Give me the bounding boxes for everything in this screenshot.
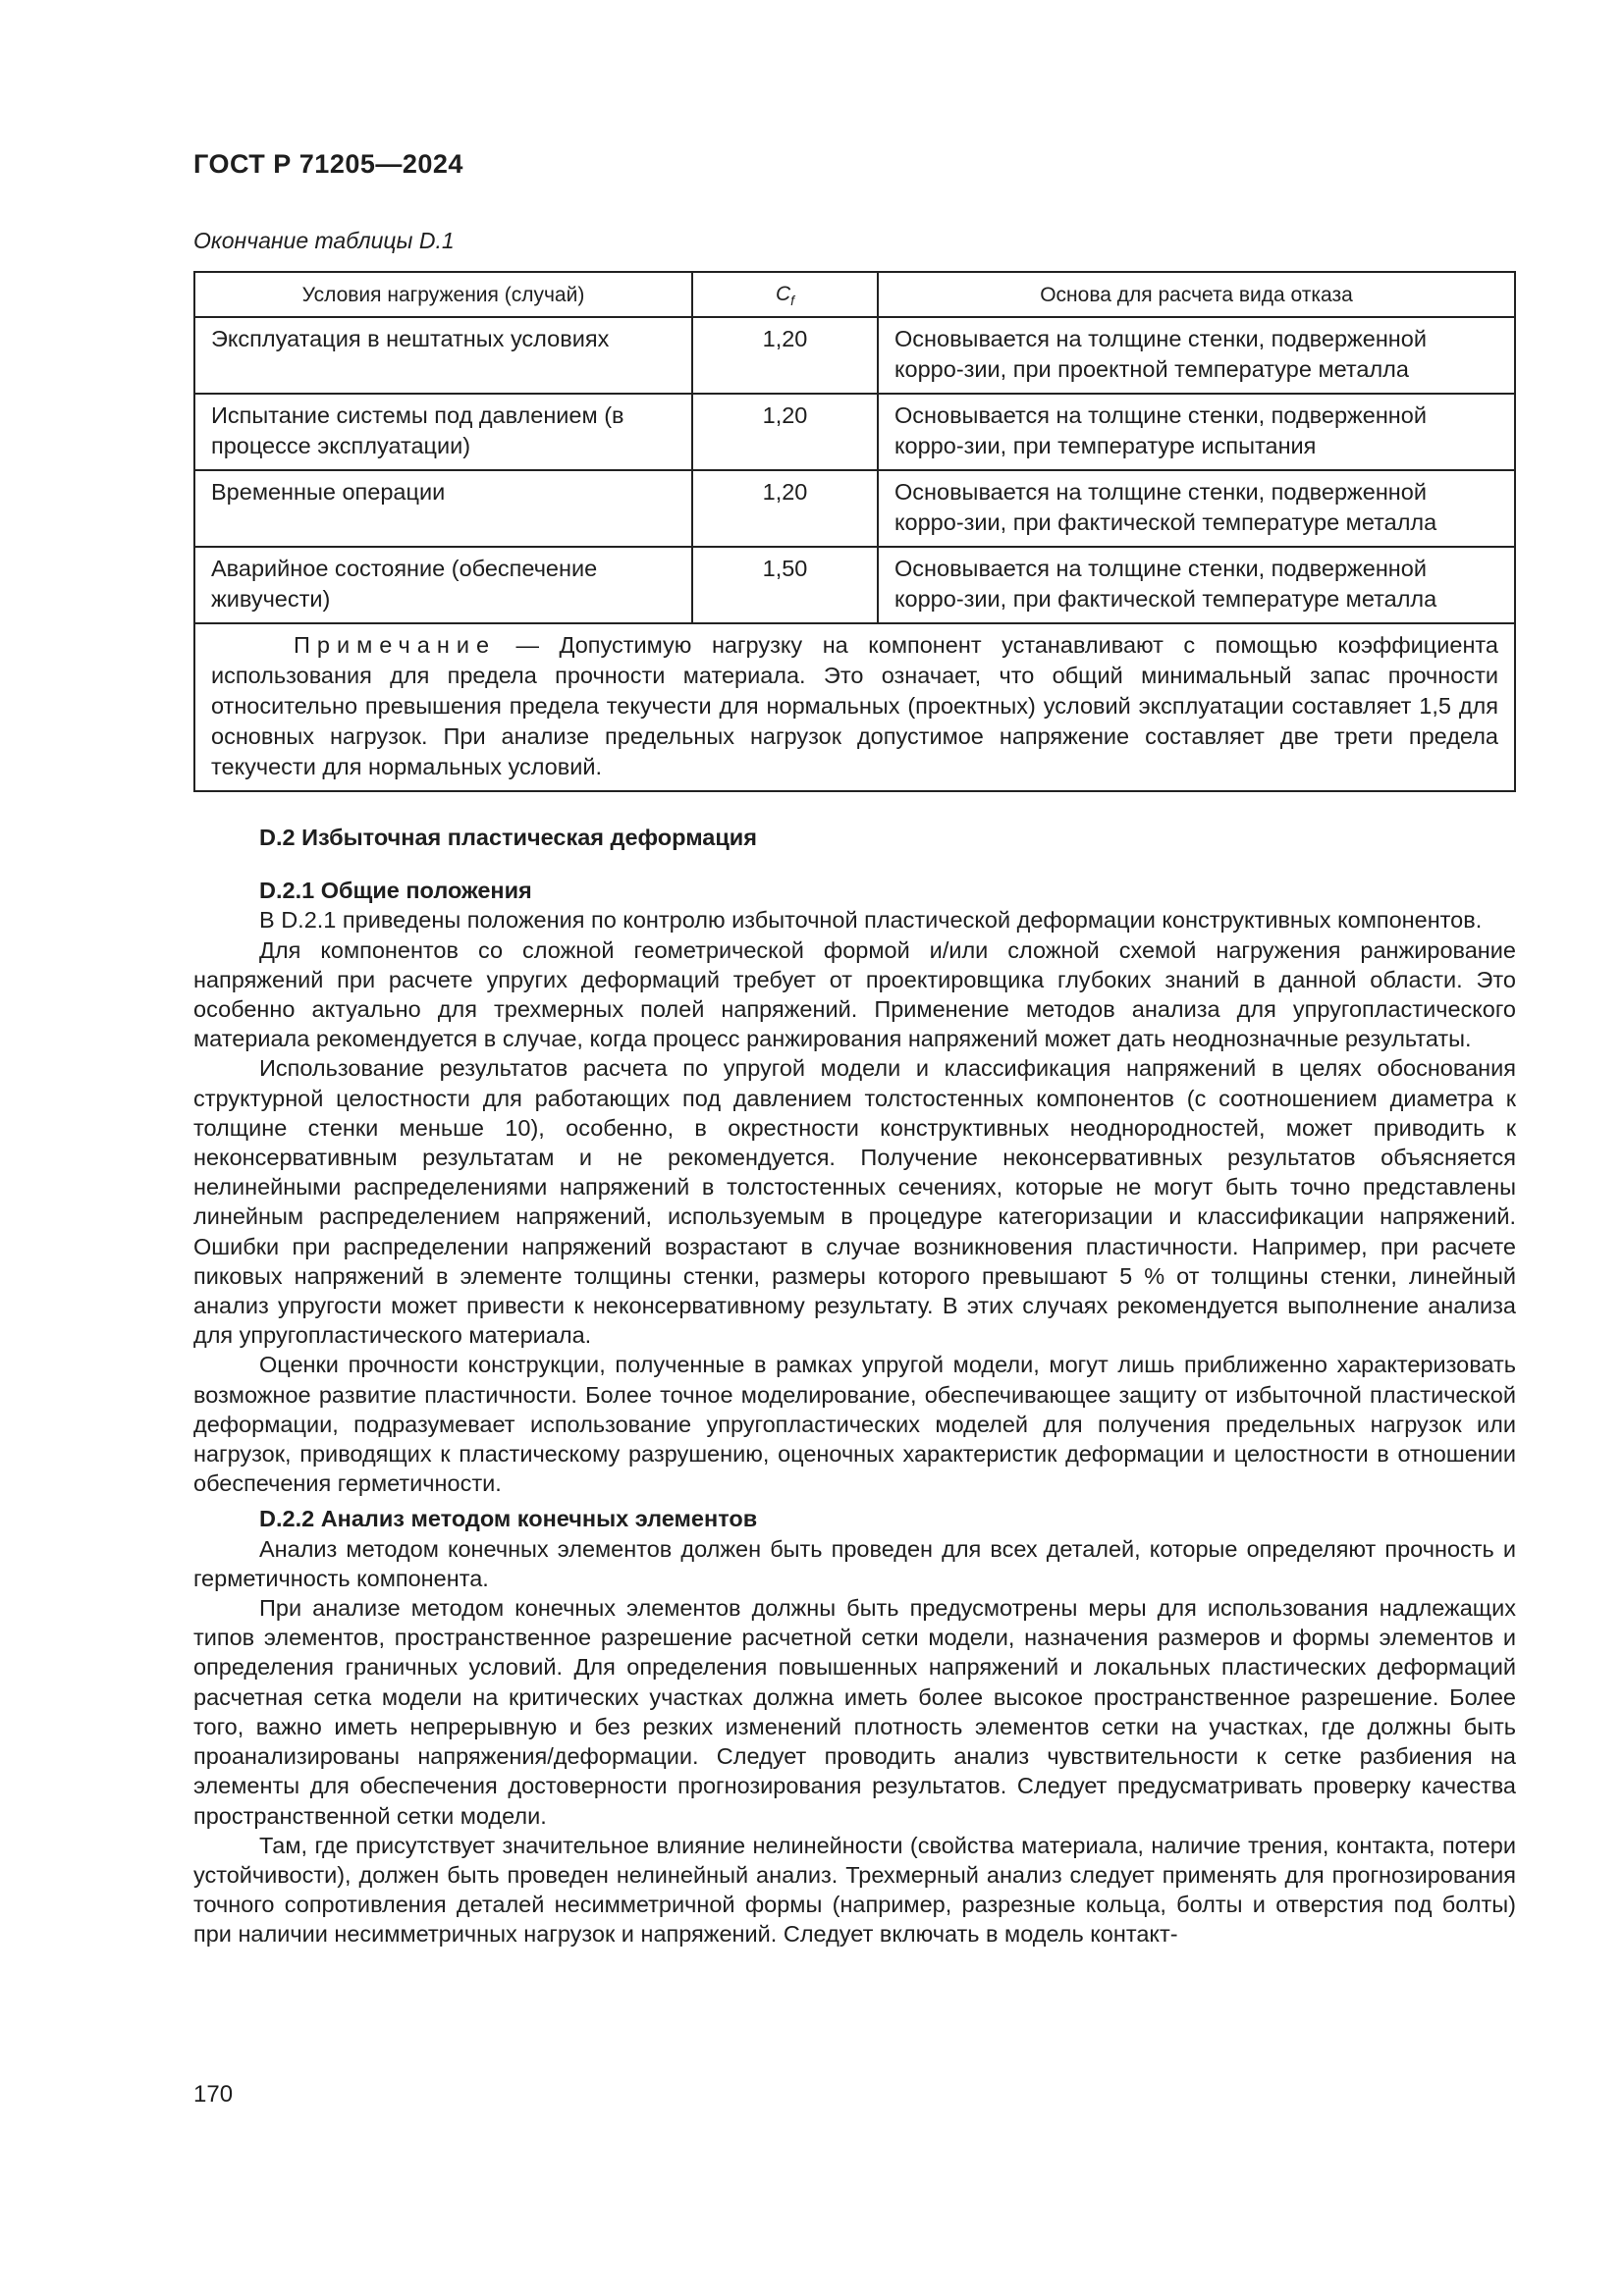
cell-cf: 1,50	[692, 547, 878, 623]
column-header-case: Условия нагружения (случай)	[194, 272, 692, 317]
cell-basis: Основывается на толщине стенки, подверженной корро-зии, при проектной температуре металла	[878, 317, 1515, 394]
cell-basis: Основывается на толщине стенки, подверженной корро-зии, при фактической температуре металла	[878, 470, 1515, 547]
cell-case: Испытание системы под давлением (в процессе эксплуатации)	[194, 394, 692, 470]
table-row	[194, 394, 1515, 470]
cell-case: Временные операции	[194, 470, 692, 547]
paragraph: Использование результатов расчета по упругой модели и классификация напряжений в целях обоснования структурной целостности для работающих под давлением толстостенных компонентов (с соотношением диаметра к толщине стенки меньше 10), особенно, в окрестности конструктивных неоднородностей, может приводить к неконсервативным результатам и не рекомендуется. Получение неконсервативных результатов объясняется нелинейными распределениями напряжений в толстостенных сечениях, которые не могут быть точно представлены линейным распределением напряжений, используемым в процедуре категоризации и классификации напряжений. Ошибки при распределении напряжений возрастают в случае возникновения пластичности. Например, при расчете пиковых напряжений в элементе толщины стенки, размеры которого превышают 5 % от толщины стенки, линейный анализ упругости может привести к неконсервативному результату. В этих случаях рекомендуется выполнение анализа для упругопластического материала.	[193, 1055, 1516, 1349]
paragraph: При анализе методом конечных элементов должны быть предусмотрены меры для использования надлежащих типов элементов, пространственное разрешение расчетной сетки модели, назначения размеров и формы элементов и определения граничных условий. Для определения повышенных напряжений и локальных пластических деформаций расчетная сетка модели на критических участках должна иметь более высокое пространственное разрешение. Более того, важно иметь непрерывную и без резких изменений плотность элементов сетки на участках, где должны быть проанализированы напряжения/деформации. Следует проводить анализ чувствительности к сетке разбиения на элементы для обеспечения достоверности прогнозирования результатов. Следует предусматривать проверку качества пространственной сетки модели.	[193, 1595, 1516, 1829]
table-note	[194, 623, 1515, 791]
paragraph: В D.2.1 приведены положения по контролю избыточной пластической деформации конструктивных компонентов.	[259, 907, 1483, 934]
subsection-title-d22: D.2.2 Анализ методом конечных элементов	[259, 1506, 758, 1532]
paragraph: Там, где присутствует значительное влияние нелинейности (свойства материала, наличие трения, контакта, потери устойчивости), должен быть проведен нелинейный анализ. Трехмерный анализ следует применять для прогнозирования точного сопротивления деталей несимметричной формы (например, разрезные кольца, болты и отверстия под болты) при наличии несимметричных нагрузок и напряжений. Следует включать в модель контакт-	[193, 1832, 1516, 1948]
table-caption: Окончание таблицы D.1	[193, 228, 455, 253]
table-note-row	[194, 623, 1515, 791]
loading-conditions-table	[193, 271, 1516, 792]
note-label: Примечание	[294, 632, 497, 658]
cell-cf: 1,20	[692, 470, 878, 547]
table-row	[194, 317, 1515, 394]
subsection-title-d21: D.2.1 Общие положения	[259, 878, 532, 904]
cf-symbol: C	[775, 282, 791, 305]
section-d2	[193, 823, 1516, 1949]
paragraph: Оценки прочности конструкции, полученные в рамках упругой модели, могут лишь приближенно характеризовать возможное развитие пластичности. Более точное моделирование, обеспечивающее защиту от избыточной пластической деформации, подразумевает использование упругопластических моделей для получения предельных нагрузок или нагрузок, приводящих к пластическому разрушению, оценочных характеристик деформации и целостности в отношении обеспечения герметичности.	[193, 1352, 1516, 1497]
page-number: 170	[193, 2081, 234, 2108]
paragraph: Для компонентов со сложной геометрической формой и/или сложной схемой нагружения ранжирование напряжений при расчете упругих деформаций требует от проектировщика глубоких знаний в данной области. Это особенно актуально для трехмерных полей напряжений. Применение методов анализа для упругопластического материала рекомендуется в случае, когда процесс ранжирования напряжений может дать неоднозначные результаты.	[193, 936, 1516, 1052]
cf-subscript: f	[790, 292, 795, 308]
table-row	[194, 547, 1515, 623]
cell-basis: Основывается на толщине стенки, подверженной корро-зии, при температуре испытания	[878, 394, 1515, 470]
paragraph: Анализ методом конечных элементов должен быть проведен для всех деталей, которые определяют прочность и герметичность компонента.	[193, 1535, 1516, 1591]
cell-basis: Основывается на толщине стенки, подверженной корро-зии, при фактической температуре металла	[878, 547, 1515, 623]
table-row	[194, 470, 1515, 547]
note-text: — Допустимую нагрузку на компонент устанавливают с помощью коэффициента использования для предела прочности материала. Это означает, что общий минимальный запас прочности относительно превышения предела текучести для нормальных (проектных) условий эксплуатации составляет 1,5 для основных нагрузок. При анализе предельных нагрузок допустимое напряжение составляет две трети предела текучести для нормальных условий.	[211, 632, 1498, 779]
document-header: ГОСТ Р 71205—2024	[193, 149, 463, 179]
section-title-d2: D.2 Избыточная пластическая деформация	[259, 825, 757, 850]
column-header-cf	[692, 272, 878, 317]
cell-case: Аварийное состояние (обеспечение живучести)	[194, 547, 692, 623]
cell-case: Эксплуатация в нештатных условиях	[194, 317, 692, 394]
table-header-row	[194, 272, 1515, 317]
column-header-basis: Основа для расчета вида отказа	[878, 272, 1515, 317]
cell-cf: 1,20	[692, 394, 878, 470]
cell-cf: 1,20	[692, 317, 878, 394]
